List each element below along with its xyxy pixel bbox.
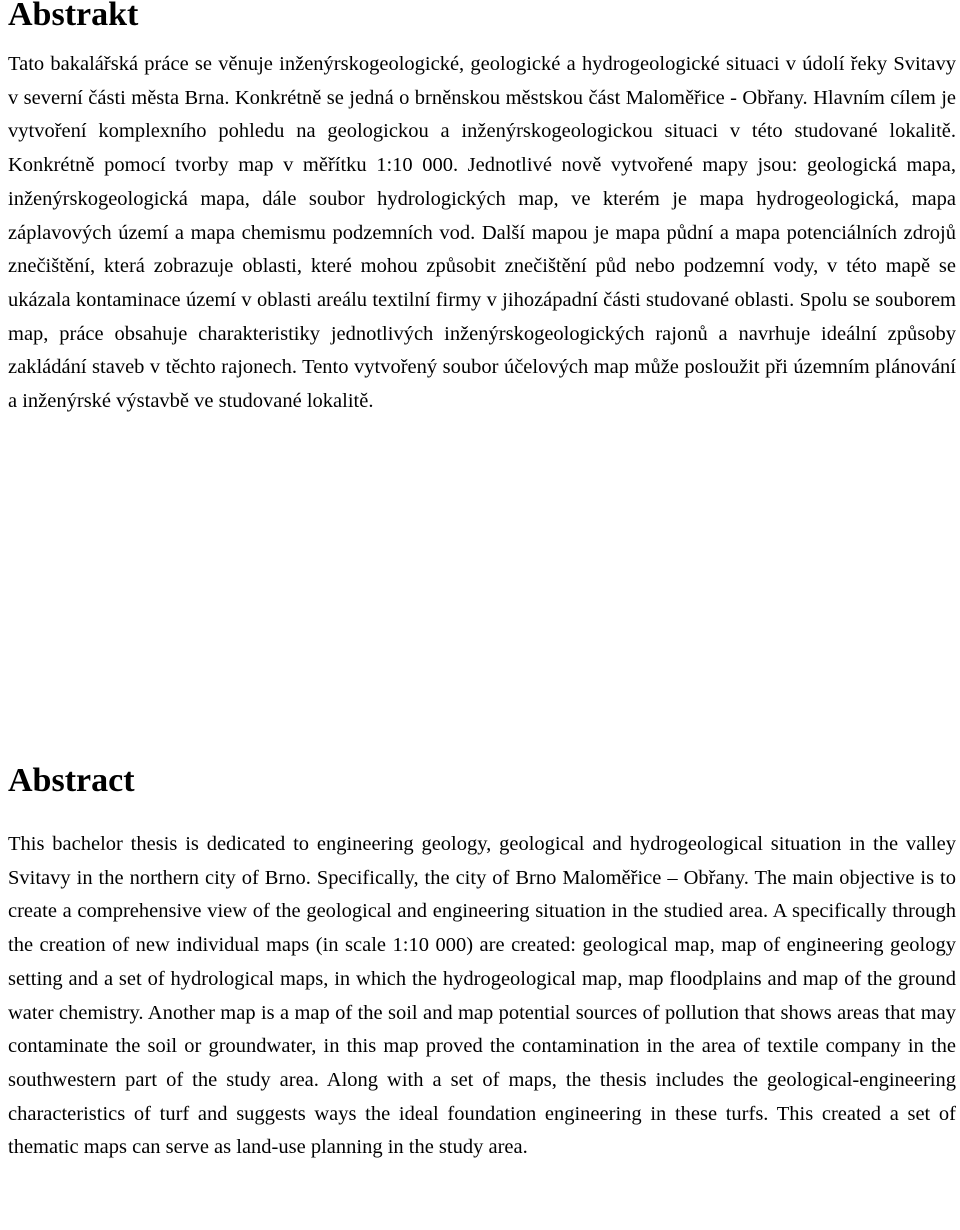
- english-abstract-text: This bachelor thesis is dedicated to engineering geology, geological and hydrogeological situation in the valley Svitavy in the northern city of Brno. Specifically, the city of Brno Maloměřice – Obřany. The main objective is to create a comprehensive view of the geological and engineering situation in the studied area. A specifically through the creation of new individual maps (in scale 1:10 000) are created: geological map, map of engineering geology setting and a set of hydrological maps, in which the hydrogeological map, map floodplains and map of the ground water chemistry. Another map is a map of the soil and map potential sources of pollution that shows areas that may contaminate the soil or groundwater, in this map proved the contamination in the area of textile company in the southwestern part of the study area. Along with a set of maps, the thesis includes the geological-engineering characteristics of turf and suggests ways the ideal foundation engineering in these turfs. This created a set of thematic maps can serve as land-use planning in the study area.: [8, 833, 956, 1159]
- czech-abstract-heading: Abstrakt: [8, 0, 139, 33]
- english-abstract-heading: Abstract: [8, 762, 135, 799]
- czech-abstract-text: Tato bakalářská práce se věnuje inženýrskogeologické, geologické a hydrogeologické situaci v údolí řeky Svitavy v severní části města Brna. Konkrétně se jedná o brněnskou městskou část Maloměřice - Obřany. Hlavním cílem je vytvoření komplexního pohledu na geologickou a inženýrskogeologickou situaci v této studované lokalitě. Konkrétně pomocí tvorby map v měřítku 1:10 000. Jednotlivé nově vytvořené mapy jsou: geologická mapa, inženýrskogeologická mapa, dále soubor hydrologických map, ve kterém je mapa hydrogeologická, mapa záplavových území a mapa chemismu podzemních vod. Další mapou je mapa půdní a mapa potenciálních zdrojů znečištění, která zobrazuje oblasti, které mohou způsobit znečištění půd nebo podzemní vody, v této mapě se ukázala kontaminace území v oblasti areálu textilní firmy v jihozápadní části studované oblasti. Spolu se souborem map, práce obsahuje charakteristiky jednotlivých inženýrskogeologických rajonů a navrhuje ideální způsoby zakládání staveb v těchto rajonech. Tento vytvořený soubor účelových map může posloužit při územním plánování a inženýrské výstavbě ve studované lokalitě.: [8, 53, 956, 413]
